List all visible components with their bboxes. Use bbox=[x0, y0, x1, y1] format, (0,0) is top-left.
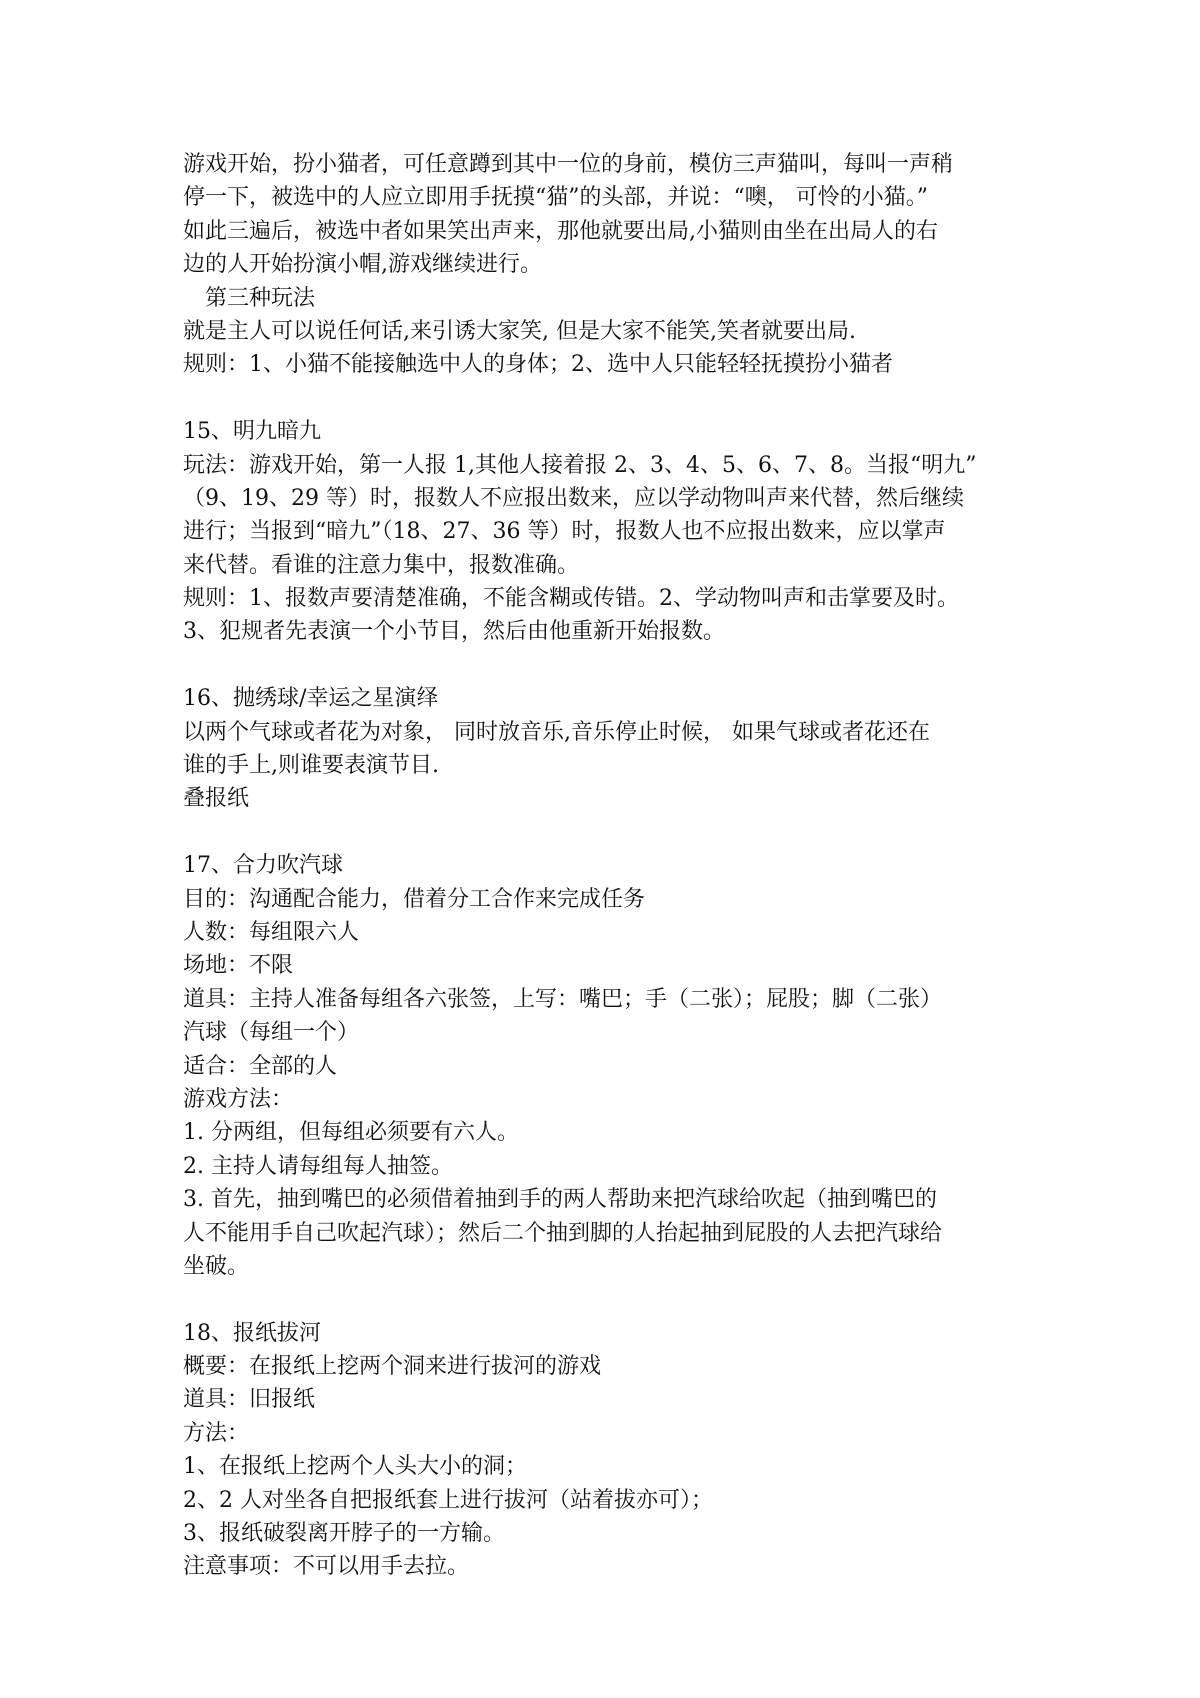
list-item: 2. 主持人请每组每人抽签。 bbox=[183, 1153, 453, 1179]
section-15 bbox=[183, 415, 1053, 649]
paragraph-line: 方法： bbox=[183, 1420, 250, 1446]
paragraph-line: 停一下，被选中的人应立即用手抚摸“猫”的头部，并说：“噢， 可怜的小猫。” bbox=[183, 185, 928, 211]
paragraph-line: 概要：在报纸上挖两个洞来进行拔河的游戏 bbox=[183, 1354, 602, 1380]
paragraph-line: 来代替。看谁的注意力集中，报数准确。 bbox=[183, 552, 580, 578]
paragraph-line: 道具：旧报纸 bbox=[183, 1387, 316, 1413]
paragraph-line: 适合：全部的人 bbox=[183, 1053, 338, 1079]
paragraph-line: 场地：不限 bbox=[183, 953, 294, 979]
section-17 bbox=[183, 849, 1053, 1283]
paragraph-line: 如此三遍后，被选中者如果笑出声来，那他就要出局,小猫则由坐在出局人的右 bbox=[183, 218, 938, 244]
section-gap bbox=[183, 649, 1053, 682]
paragraph-line: 汽球（每组一个） bbox=[183, 1020, 360, 1046]
paragraph-line: 3、犯规者先表演一个小节目，然后由他重新开始报数。 bbox=[183, 619, 725, 645]
section-heading: 16、抛绣球/幸运之星演绎 bbox=[183, 686, 439, 712]
paragraph-line: 注意事项：不可以用手去拉。 bbox=[183, 1554, 470, 1580]
subheading: 第三种玩法 bbox=[205, 285, 316, 311]
section-gap bbox=[183, 1283, 1053, 1316]
paragraph-line: 规则：1、报数声要清楚准确，不能含糊或传错。2、学动物叫声和击掌要及时。 bbox=[183, 586, 959, 612]
paragraph-line: 就是主人可以说任何话,来引诱大家笑, 但是大家不能笑,笑者就要出局. bbox=[183, 318, 856, 344]
section-gap bbox=[183, 382, 1053, 415]
section-16 bbox=[183, 682, 1053, 816]
list-item: 3. 首先，抽到嘴巴的必须借着抽到手的两人帮助来把汽球给吹起（抽到嘴巴的 bbox=[183, 1187, 937, 1213]
list-item: 1. 分两组，但每组必须要有六人。 bbox=[183, 1120, 519, 1146]
section-heading: 18、报纸拔河 bbox=[183, 1320, 321, 1346]
section-heading: 17、合力吹汽球 bbox=[183, 853, 343, 879]
paragraph-line: 谁的手上,则谁要表演节目. bbox=[183, 753, 439, 779]
paragraph-line: 规则：1、小猫不能接触选中人的身体；2、选中人只能轻轻抚摸扮小猫者 bbox=[183, 352, 893, 378]
paragraph-line: （9、19、29 等）时，报数人不应报出数来，应以学动物叫声来代替，然后继续 bbox=[183, 485, 964, 511]
paragraph-line: 进行；当报到“暗九”（18、27、36 等）时，报数人也不应报出数来，应以掌声 bbox=[183, 519, 946, 545]
document-body bbox=[183, 148, 1053, 1584]
paragraph-line: 玩法：游戏开始，第一人报 1,其他人接着报 2、3、4、5、6、7、8。当报“明九” bbox=[183, 452, 977, 478]
paragraph-line: 坐破。 bbox=[183, 1253, 250, 1279]
list-item: 3、报纸破裂离开脖子的一方输。 bbox=[183, 1521, 505, 1547]
paragraph-line: 边的人开始扮演小帽,游戏继续进行。 bbox=[183, 252, 542, 278]
paragraph-line: 游戏方法： bbox=[183, 1086, 294, 1112]
paragraph-line: 人不能用手自己吹起汽球）；然后二个抽到脚的人抬起抽到屁股的人去把汽球给 bbox=[183, 1220, 943, 1246]
section-gap bbox=[183, 816, 1053, 849]
section-18 bbox=[183, 1317, 1053, 1584]
paragraph-line: 人数：每组限六人 bbox=[183, 919, 360, 945]
section-heading: 15、明九暗九 bbox=[183, 419, 321, 445]
paragraph-line: 道具：主持人准备每组各六张签，上写：嘴巴；手（二张）；屁股；脚（二张） bbox=[183, 986, 943, 1012]
list-item: 1、在报纸上挖两个人头大小的洞； bbox=[183, 1454, 527, 1480]
intro-section bbox=[183, 148, 1053, 382]
paragraph-line: 游戏开始，扮小猫者，可任意蹲到其中一位的身前，模仿三声猫叫，每叫一声稍 bbox=[183, 152, 954, 177]
paragraph-line: 以两个气球或者花为对象， 同时放音乐,音乐停止时候， 如果气球或者花还在 bbox=[183, 719, 930, 745]
paragraph-line: 目的：沟通配合能力，借着分工合作来完成任务 bbox=[183, 886, 646, 912]
paragraph-line: 叠报纸 bbox=[183, 786, 250, 812]
list-item: 2、2 人对坐各自把报纸套上进行拔河（站着拔亦可）； bbox=[183, 1487, 713, 1513]
